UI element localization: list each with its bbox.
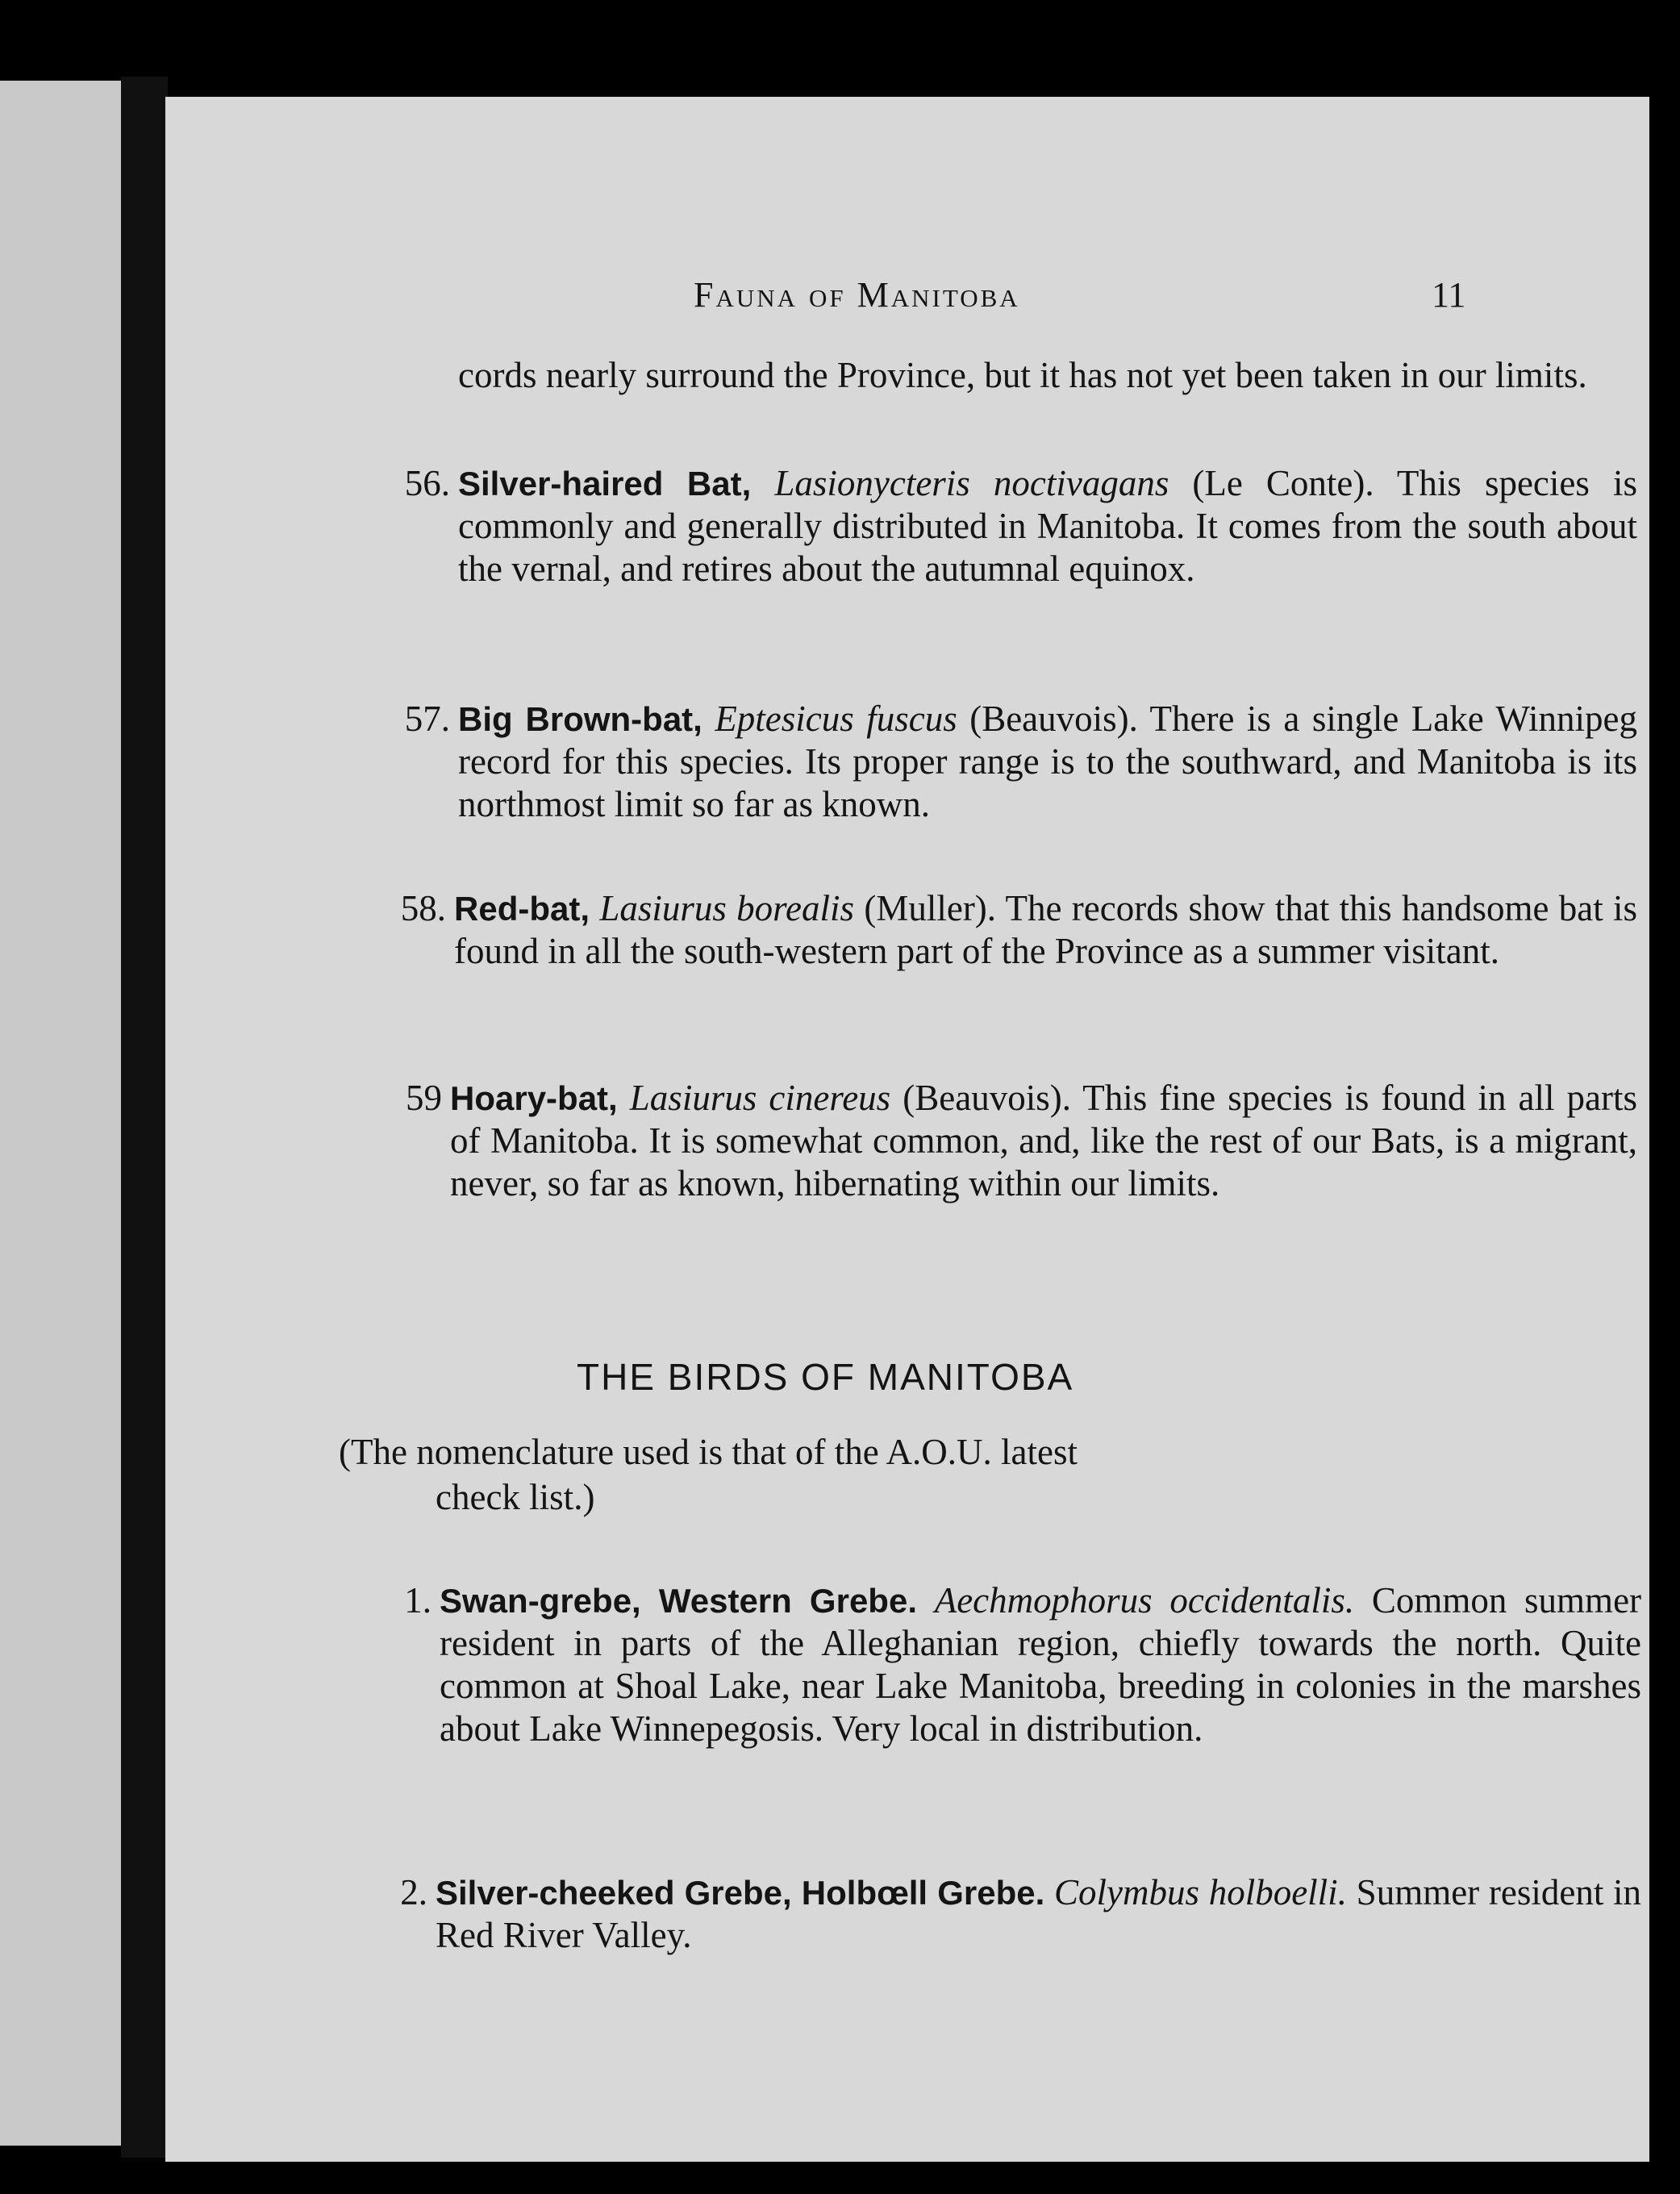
common-name: Big Brown-bat,: [458, 700, 702, 738]
species-entry-58: [400, 887, 1638, 973]
continuation-paragraph: [458, 353, 1637, 397]
entry-number: 2.: [400, 1872, 427, 1912]
entry-description: (Le Conte). This species is commonly and generally distributed in Manitoba. It comes from the south about the vernal, and retires about the autumnal equinox.: [458, 463, 1637, 589]
common-name: Silver-haired Bat,: [458, 465, 752, 503]
book-page: [165, 97, 1649, 2162]
latin-name: Lasiurus cinereus: [629, 1078, 891, 1118]
note-line: check list.): [436, 1477, 595, 1517]
species-entry-59: [406, 1077, 1638, 1205]
entry-number: 56.: [404, 463, 450, 503]
entry-description: (Beauvois). This fine species is found in all parts of Manitoba. It is somewhat common, and, like the rest of our Bats, is a migrant, never, so far as known, hibernating within our limits.: [450, 1078, 1638, 1203]
common-name: Hoary-bat,: [450, 1079, 618, 1117]
latin-name: Eptesicus fuscus: [715, 699, 957, 739]
common-name: Swan-grebe, Western Grebe.: [440, 1582, 917, 1620]
entry-description: Common summer resident in parts of the Alleghanian region, chiefly towards the north. Quite common at Shoal Lake, near Lake Manitoba, breeding in colonies in the marshes about Lake Winnepegosis. Very local in distribution.: [440, 1580, 1642, 1749]
note-line: (The nomenclature used is that of the A.O.U. latest: [339, 1432, 1078, 1472]
entry-number: 1.: [404, 1580, 431, 1620]
entry-description: (Muller). The records show that this handsome bat is found in all the south-western part of the Province as a summer visitant.: [454, 888, 1638, 971]
entry-number: 57.: [404, 699, 450, 739]
entry-description: (Beauvois). There is a single Lake Winnipeg record for this species. Its proper range is to the southward, and Manitoba is its northmost limit so far as known.: [458, 699, 1638, 824]
section-heading: THE BIRDS OF MANITOBA: [577, 1356, 1074, 1398]
entry-number: 58.: [400, 888, 446, 928]
latin-name: Lasiurus borealis: [599, 888, 855, 928]
common-name: Silver-cheeked Grebe, Holbœll Grebe.: [436, 1874, 1045, 1912]
common-name: Red-bat,: [454, 890, 590, 928]
facing-page-edge: [0, 81, 121, 2146]
bird-entry-2: [400, 1871, 1642, 1957]
latin-name: Colymbus holboelli.: [1054, 1872, 1347, 1912]
species-entry-56: [404, 462, 1637, 590]
entry-number: 59: [406, 1078, 442, 1118]
entry-description: Summer resident in Red River Valley.: [436, 1872, 1642, 1955]
book-spine: [121, 77, 168, 2158]
latin-name: Aechmophorus occidentalis.: [934, 1580, 1355, 1620]
continuation-text: cords nearly surround the Province, but it has not yet been taken in our limits.: [458, 355, 1587, 395]
running-head: Fauna of Manitoba: [694, 275, 1020, 315]
latin-name: Lasionycteris noctivagans: [774, 463, 1169, 503]
page-number: 11: [1432, 275, 1466, 315]
nomenclature-note: [339, 1429, 1577, 1520]
bird-entry-1: [404, 1579, 1642, 1750]
species-entry-57: [404, 698, 1638, 826]
